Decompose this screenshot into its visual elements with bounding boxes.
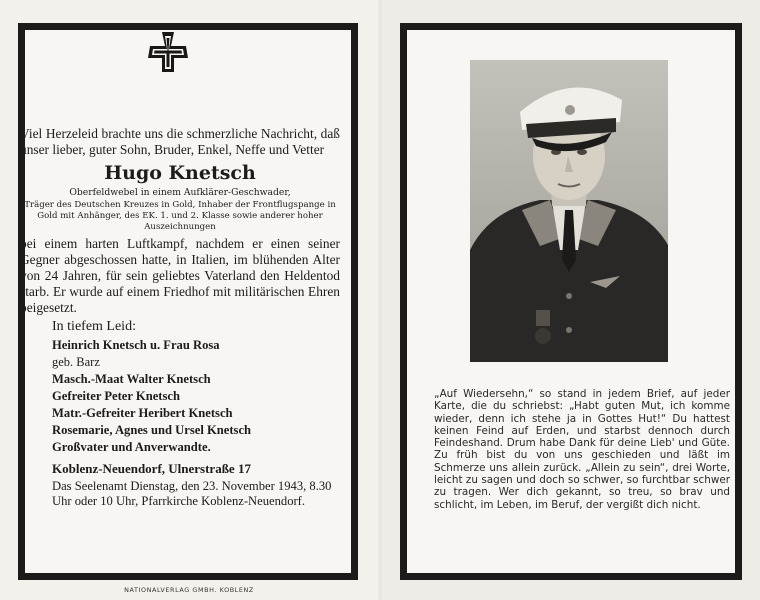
soldier-portrait-icon xyxy=(470,60,668,362)
requiem-text: Das Seelenamt Dienstag, den 23. November 1943, 8.30 Uhr oder 10 Uhr, Pfarrkirche Koblenz-Neuendorf. xyxy=(52,479,332,508)
mourning-heading: In tiefem Leid: xyxy=(52,319,136,334)
left-card xyxy=(0,0,378,600)
portrait-photo xyxy=(470,60,668,362)
decorations-text: Träger des Deutschen Kreuzes in Gold, Inhaber der Frontflugspange in Gold mit Anhänger, des EK. 1. und 2. Klasse sowie anderer hoher Auszeichnungen xyxy=(24,200,336,232)
mourner-line: Masch.-Maat Walter Knetsch xyxy=(52,372,211,386)
rank-text: Oberfeldwebel in einem Aufklärer-Geschwader, xyxy=(69,187,291,198)
mourner-line: Heinrich Knetsch u. Frau Rosa xyxy=(52,338,220,352)
mourner-line: Großvater und Anverwandte. xyxy=(52,440,211,454)
death-text: bei einem harten Luftkampf, nachdem er einen seiner Gegner abgeschossen hatte, in Italien, im blühenden Alter von 24 Jahren, für sein geliebtes Vaterland den Heldentod starb. Er wurde auf einem Friedhof mit militärischen Ehren beigesetzt. xyxy=(20,236,340,315)
right-card xyxy=(382,0,760,600)
intro-text: Viel Herzeleid brachte uns die schmerzliche Nachricht, daß unser lieber, guter Sohn, Bruder, Enkel, Neffe und Vetter xyxy=(20,126,340,157)
mourner-line: Gefreiter Peter Knetsch xyxy=(52,389,180,403)
deceased-name: Hugo Knetsch xyxy=(104,162,256,184)
address-text: Koblenz-Neuendorf, Ulnerstraße 17 xyxy=(52,461,251,476)
mourner-line: geb. Barz xyxy=(52,355,100,369)
mourner-line: Matr.-Gefreiter Heribert Knetsch xyxy=(52,406,233,420)
memorial-poem: „Auf Wiedersehn,“ so stand in jedem Brief, auf jeder Karte, die du schriebst: „Habt guten Mut, ich komme wieder, denn ich stehe ja in Gottes Hut!“ Du hattest keinen Feind auf Erden, und starbst dennoch durch Feindeshand. Drum habe Dank für deine Lieb' und Güte. Zu früh bist du von uns geschieden und läßt im Schmerze uns allein zurück. „Allein zu sein“, drei Worte, leicht zu sagen und doch so schwer, so furchtbar schwer zu tragen. Wer dich gekannt, so treu, so brav und schlicht, im Leben, im Beruf, der vergißt dich nicht. xyxy=(434,388,730,511)
publisher-imprint: NATIONALVERLAG GMBH. KOBLENZ xyxy=(124,586,254,594)
left-text-block xyxy=(20,42,340,509)
mourner-line: Rosemarie, Agnes und Ursel Knetsch xyxy=(52,423,252,437)
